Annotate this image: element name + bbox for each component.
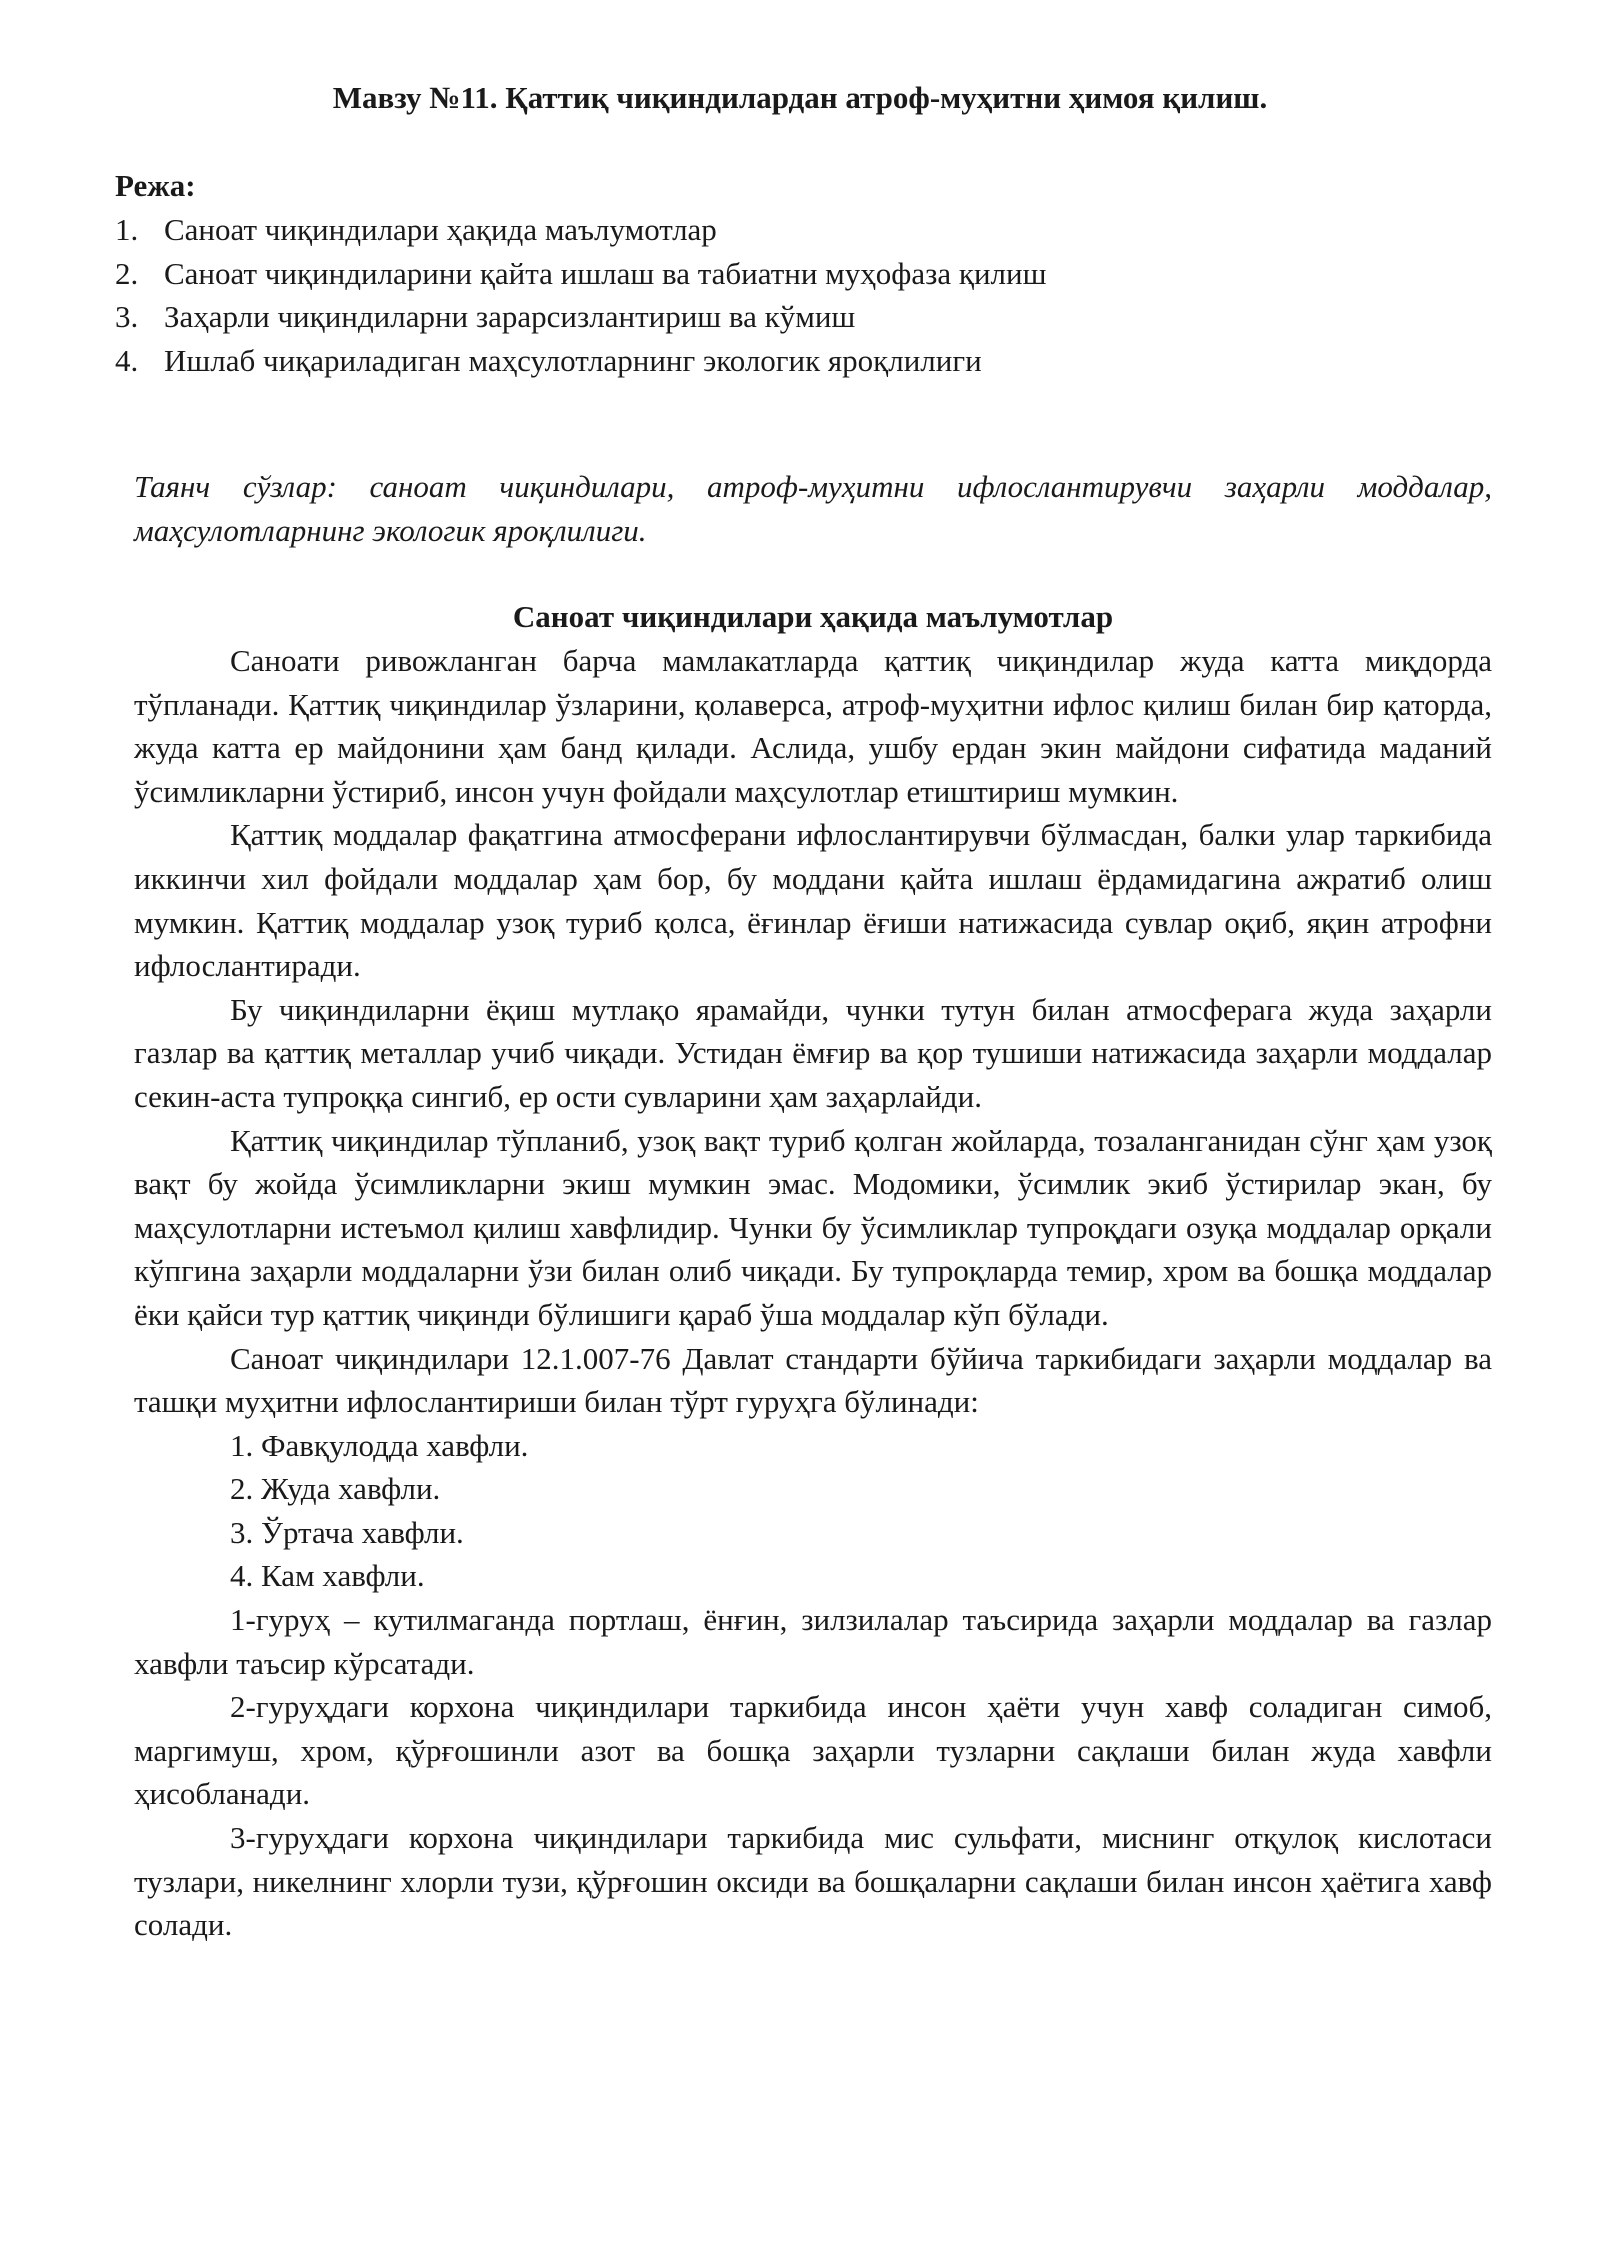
body-paragraph: Қаттиқ чиқиндилар тўпланиб, узоқ вақт туриб қолган жойларда, тозаланганидан сўнг ҳам узоқ вақт бу жойда ўсимликларни экиш мумкин эмас. Модомики, ўсимлик экиб ўстирилар экан, бу маҳсулотларни истеъмол қилиш хавфлидир. Чунки бу ўсимликлар тупроқдаги озуқа моддалар орқали кўпгина заҳарли моддаларни ўзи билан олиб чиқади. Бу тупроқларда темир, хром ва бошқа моддалар ёки қайси тур қаттиқ чиқинди бўлишиги қараб ўша моддалар кўп бўлади.: [134, 1122, 1492, 1332]
hazard-class-item: 2. Жуда хавфли.: [230, 1471, 441, 1507]
section-content: [134, 595, 1492, 1947]
group-paragraph: 3-гуруҳдаги корхона чиқиндилари таркибида мис сульфати, миснинг отқулоқ кислотаси тузлари, никелнинг хлорли тузи, қўрғошин оксиди ва бошқаларни сақлаши билан инсон ҳаётига хавф солади.: [134, 1820, 1492, 1943]
plan-list: [115, 208, 1515, 382]
keywords-paragraph: Таянч сўзлар: саноат чиқиндилари, атроф-муҳитни ифлослантирувчи заҳарли моддалар, маҳсулотларнинг экологик яроқлилиги.: [134, 469, 1492, 548]
body-paragraph: Саноати ривожланган барча мамлакатларда қаттиқ чиқиндилар жуда катта миқдорда тўпланади. Қаттиқ чиқиндилар ўзларини, қолаверса, атроф-муҳитни ифлос қилиш билан бир қаторда, жуда катта ер майдонини ҳам банд қилади. Аслида, ушбу ердан экин майдони сифатида маданий ўсимликларни ўстириб, инсон учун фойдали маҳсулотлар етиштириш мумкин.: [134, 643, 1492, 809]
plan-item-text: Саноат чиқиндилари ҳақида маълумотлар: [164, 212, 717, 247]
plan-item: [115, 295, 1515, 339]
plan-item-text: Ишлаб чиқариладиган маҳсулотларнинг экологик яроқлилиги: [164, 342, 982, 378]
body-paragraph: Бу чиқиндиларни ёқиш мутлақо ярамайди, чунки тутун билан атмосферага жуда заҳарли газлар ва қаттиқ металлар учиб чиқади. Устидан ёмғир ва қор тушиши натижасида заҳарли моддалар секин-аста тупроққа сингиб, ер ости сувларини ҳам заҳарлайди.: [134, 991, 1492, 1114]
plan-item: [115, 339, 1515, 383]
body-paragraph: Саноат чиқиндилари 12.1.007-76 Давлат стандарти бўйича таркибидаги заҳарли моддалар ва ташқи муҳитни ифлослантириши билан тўрт гуруҳга бўлинади:: [134, 1340, 1492, 1420]
hazard-class-item: 3. Ўртача хавфли.: [230, 1514, 464, 1550]
plan-item-number: 2.: [115, 255, 139, 291]
body-paragraph: Қаттиқ моддалар фақатгина атмосферани ифлослантирувчи бўлмасдан, балки улар таркибида иккинчи хил фойдали моддалар ҳам бор, бу моддани қайта ишлаш ёрдамидагина ажратиб олиш мумкин. Қаттиқ моддалар узоқ туриб қолса, ёғинлар ёғиши натижасида сувлар оқиб, яқин атрофни ифлослантиради.: [134, 817, 1492, 984]
document-title: Мавзу №11. Қаттиқ чиқиндилардан атроф-муҳитни ҳимоя қилиш.: [332, 80, 1268, 115]
plan-item-number: 1.: [115, 212, 139, 247]
group-paragraph: 1-гуруҳ – кутилмаганда портлаш, ёнғин, зилзилалар таъсирида заҳарли моддалар ва газлар хавфли таъсир кўрсатади.: [134, 1602, 1492, 1681]
plan-item: [115, 208, 1515, 252]
plan-item-text: Заҳарли чиқиндиларни зарарсизлантириш ва кўмиш: [164, 299, 856, 334]
plan-item-text: Саноат чиқиндиларини қайта ишлаш ва табиатни муҳофаза қилиш: [164, 255, 1047, 291]
plan-item: [115, 252, 1515, 296]
section-heading: Саноат чиқиндилари ҳақида маълумотлар: [512, 599, 1114, 634]
hazard-class-item: 4. Кам хавфли.: [230, 1558, 425, 1594]
group-paragraph: 2-гуруҳдаги корхона чиқиндилари таркибида инсон ҳаёти учун хавф соладиган симоб, маргимуш, хром, қўрғошинли азот ва бошқа заҳарли тузларни сақлаши билан жуда хавфли ҳисобланади.: [134, 1689, 1492, 1812]
plan-item-number: 3.: [115, 299, 139, 334]
plan-item-number: 4.: [115, 342, 139, 378]
plan-heading: Режа:: [115, 168, 196, 203]
hazard-class-item: 1. Фавқулодда хавфли.: [230, 1427, 529, 1463]
